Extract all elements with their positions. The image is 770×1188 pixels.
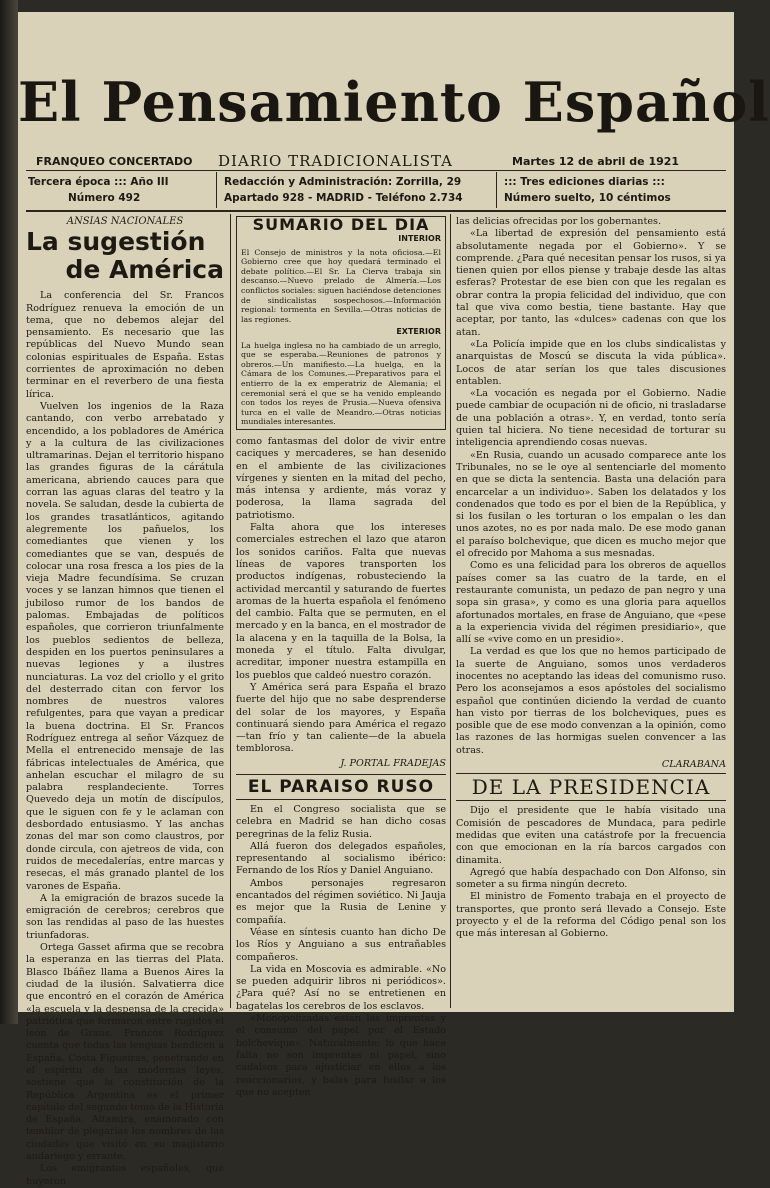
- paragraph: Falta ahora que los intereses comerciales estrechen el lazo que ataron los sonidos cariños. Falta que nuevas líneas de vapores transporten los productos indígenas, robusteciendo la actividad mercantil y saturando de fuertes aromas de la huerta española el fenómeno del cambio. Falta que se permuten, en el mercado y en la banca, en el mostrador de la alacena y en la taquilla de la Bolsa, la moneda y el título. Falta divulgar, acreditar, imponer nuestra estampilla en los pueblos que caldeó nuestro corazón.: [236, 522, 446, 681]
- paragraph: «En Rusia, cuando un acusado comparece ante los Tribunales, no se le oye al sentenciarle del momento en que se dicta la sentencia. Basta una delación para encarcelar a un individuo». Saben los delatados y los condenados que todo es por el bien de la República, y si los fusilan o les torturan o los empalan o les dan unos azotes, no es por nada malo. De ese modo ganan el paraíso bolchevique, que dicen es mucho mejor que el ofrecido por Mahoma a sus mesnadas.: [456, 449, 726, 560]
- article-title-line2: de América: [65, 255, 224, 285]
- byline: CLARABANA: [661, 759, 726, 771]
- issue-number: Número 492: [68, 192, 141, 204]
- column-rule: [450, 214, 451, 1008]
- editions-line: ::: Tres ediciones diarias :::: [504, 176, 665, 188]
- diario-tag: DIARIO TRADICIONALISTA: [218, 152, 453, 170]
- paraiso-title: EL PARAISO RUSO: [247, 777, 435, 797]
- article-kicker: ANSIAS NACIONALES: [66, 216, 184, 227]
- paragraph: como fantasmas del dolor de vivir entre caciques y mercaderes, se han desenido en el ambiente de las civilizaciones vírgenes y sienten en la mitad del pecho, más intensa y ardiente, más voraz y poderosa, la llama sagrada del patriotismo.: [236, 435, 446, 521]
- paragraph: Véase en síntesis cuanto han dicho De los Ríos y Anguiano a sus entrañables compañeros.: [236, 926, 446, 963]
- paragraph: las delicias ofrecidas por los gobernantes.: [456, 216, 661, 227]
- franqueo-tag: FRANQUEO CONCERTADO: [36, 155, 193, 168]
- paragraph: Allá fueron dos delegados españoles, representando al socialismo ibérico: Fernando de los Ríos y Daniel Anguiano.: [236, 840, 446, 877]
- column-3: [456, 216, 726, 1010]
- masthead-title: El Pensamiento Español: [18, 70, 770, 134]
- paragraph: En el Congreso socialista que se celebra en Madrid se han dicho cosas peregrinas de la feliz Rusia.: [236, 804, 446, 840]
- column-rule: [230, 214, 231, 1008]
- interior-label: INTERIOR: [398, 234, 441, 244]
- article-title-line1: La sugestión: [26, 227, 206, 257]
- paragraph: La verdad es que los que no hemos participado de la suerte de Anguiano, somos unos verdaderos inocentes no aceptando las ideas del comunismo ruso. Pero los aconsejamos a esos apóstoles del socialismo español que continúen diciendo la verdad de cuanto han visto por tierras de los bolcheviques, pues es posible que de ese modo convenzan a la opinión, como las razones de las hormigas suelen convencer a las otras.: [456, 646, 726, 756]
- article-la-sugestion: [26, 216, 224, 1187]
- paragraph: Vuelven los ingenios de la Raza cantando, con verbo arrebatado y encendido, a los pobladores de América y a la cultura de las civilizaciones ultramarinas. Dejan el territorio hispano las grandes figuras de la cárátula americana, abriendo cauces para que corran las aguas claras del teatro y la novela. Se saludan, desde la cubierta de los grandes trasatlánticos, agitando alegremente los pañuelos, los comediantes que vienen y los comediantes que se van, después de colocar una rosa fresca a los pies de la vieja Madre fecundísima. Se cruzan voces y se lanzan himnos que tienen el jubiloso rumor de los bandos de palomas. Embajadas de políticos españoles, que corrieron triunfalmente los pueblos sedientos de belleza, despiden en los puertos peninsulares a nuevas legiones y a ilustres nunciaturas. La voz del criollo y el grito del desterrado citan con fervor los nombres de nuestros valores refulgentes, para que vayan a predicar la buena doctrina. El Sr. Francos Rodríguez entrega al señor Vázquez de Mella el entrenecido mensaje de las fábricas intelectuales de América, que anhelan escuchar el milagro de su palabra resplandeciente. Torres Quevedo deja un motín de discípulos, que le siguen con fe y le aclaman con desbordado entusiasmo. Y las anchas zonas del mar son como claustros, por donde circula, con ajetreos de vida, con ruidos de mecedalerías, entre marcas y resecas, el más granado plantel de los varones de España.: [26, 400, 224, 892]
- rule: [26, 170, 726, 171]
- paragraph: «La vocación es negada por el Gobierno. Nadie puede cambiar de ocupación ni de oficio, ni trasladarse de una población a otras». Y, en verdad, tonto sería quien tal hiciera. No tiene necesidad de torturar su inteligencia aprendiendo cosas nuevas.: [456, 388, 726, 449]
- rule: [26, 210, 726, 212]
- paragraph: «La Policía impide que en los clubs sindicalistas y anarquistas de Moscú se discuta la vida pública». Locos de atar serían los que tales discusiones entablen.: [456, 338, 726, 387]
- rule: [496, 172, 497, 208]
- paragraph: La vida en Moscovia es admirable. «No se pueden adquirir libros ni periódicos». ¿Para qué? Así no se entretienen en bagatelas los cerebros de los esclavos.: [236, 963, 446, 1012]
- presidencia-title: DE LA PRESIDENCIA: [471, 775, 711, 800]
- paragraph: Ortega Gasset afirma que se recobra la esperanza en las tierras del Plata. Blasco Ibáñez llama a Buenos Aires la ciudad de la ilusión. Salvatierra dice que encontró en el corazón de América «la escuela y la despensa de la crecida» patriótica que formaron entre rugidos el león de Graus. Francos Rodríguez cuenta que todas las lenguas bendicen a España. Costa Figueiras, penetrando en el espíritu de las modernas leyes, sostiene que la constitución de la República Argentina es el primer capítulo del segundo tomo de la Historia de España. Altamira, enamorado con temblor de plegarias los nombres de las ciudades que visitó en su magisterio andariego y errante.: [26, 942, 224, 1163]
- sumario-box: [236, 216, 446, 430]
- paragraph: «Monopolizadas están las imprentas y el consumo del papel por el Estado bolchevique». Naturalmente; lo que hace falta no son imprentas ni papel, sino cadalsos para ajusticiar en ellos a los reaccionarios, y balas para fusilar a los que no acepten: [236, 1013, 446, 1098]
- column-2: [236, 215, 446, 1098]
- exterior-label: EXTERIOR: [396, 327, 441, 337]
- paragraph: «La libertad de expresión del pensamiento está absolutamente negada por el Gobierno». Y se comprende. ¿Para qué necesitan pensar los rusos, si ya tienen quien por ellos piense y trabaje desde las altas esferas? Protestar de ese bien con que les regalan es obrar contra la propia felicidad del individuo, que con tal que viva como bestia, tiene bastante. Hay que aceptar, por tanto, las «dulces» cadenas con que los atan.: [456, 228, 726, 338]
- sumario-interior: El Consejo de ministros y la nota oficiosa.—El Gobierno cree que hoy quedará terminado el debate político.—El Sr. La Cierva trabaja sin descanso.—Nuevo prelado de Almería.—Los conflictos sociales: siguen haciéndose detenciones de sindicalistas sospechosos.—Información regional: tormenta en Sevilla.—Otras noticias de las regiones.: [241, 247, 442, 324]
- epoch-line: Tercera época ::: Año III: [28, 176, 169, 188]
- paragraph: Ambos personajes regresaron encantados del régimen soviético. Ni Jauja es mejor que la Rusia de Lenine y compañía.: [236, 877, 446, 926]
- issue-date: Martes 12 de abril de 1921: [512, 155, 680, 168]
- section-rule: [456, 773, 726, 801]
- sumario-exterior: La huelga inglesa no ha cambiado de un arreglo, que se esperaba.—Reuniones de patronos y obreros.—Un manifiesto.—La huelga, en la Cámara de los Comunes.—Preparativos para el entierro de la ex emperatriz de Alemania; el ceremonial será el que se ha venido empleando con todos los reyes de Prusia.—Nueva ofensiva turca en el valle de Meandro.—Otras noticias mundiales interesantes.: [241, 340, 441, 427]
- paragraph: Como es una felicidad para los obreros de aquellos países comer sa las cuatro de la tarde, en el restaurante comunista, un pedazo de pan negro y una sopa sin grasa», y como es una gloria para aquellos afortunados mortales, en frase de Anguiano, que «pese a la experiencia vivida del régimen presidiario», que allí se «vive como en un presidio».: [456, 560, 726, 646]
- paragraph: Los emigrantes españoles, que huyeron: [26, 1163, 224, 1187]
- paragraph: Dijo el presidente que le había visitado una Comisión de pescadores de Mundaca, para pedirle medidas que eviten una catástrofe por la frecuencia con que emocionan en la ría barcos cargados con dinamita.: [456, 805, 726, 866]
- paragraph: Y América será para España el brazo fuerte del hijo que no sabe desprenderse del solar de los mayores, y España continuará siendo para América el regazo—tan frío y tan caliente—de la abuela temblorosa.: [236, 681, 446, 755]
- rule: [216, 172, 217, 208]
- address-line-2: Apartado 928 - MADRID - Teléfono 2.734: [224, 192, 463, 204]
- byline: J. PORTAL FRADEJAS: [340, 757, 446, 769]
- paragraph: El ministro de Fomento trabaja en el proyecto de transportes, que pronto será llevado a Consejo. Este proyecto y el de la reforma del Código penal son los que más interesan al Gobierno.: [456, 891, 726, 940]
- price-line: Número suelto, 10 céntimos: [504, 192, 671, 204]
- address-line-1: Redacción y Administración: Zorrilla, 29: [224, 176, 462, 188]
- paragraph: La conferencia del Sr. Francos Rodríguez renueva la emoción de un tema, que no debemos alejar del pensamiento. Es necesario que las repúblicas del Nuevo Mundo sean colonias espirituales de España. Estas corrientes de aproximación no deben terminar en el reverbero de una fiesta lírica.: [26, 290, 224, 400]
- sumario-title: SUMARIO DEL DIA: [252, 215, 430, 234]
- book-spine: [0, 0, 18, 1024]
- paragraph: A la emigración de brazos sucede la emigración de cerebros; cerebros que son las rendidas al paso de las huestes triunfadoras.: [26, 892, 224, 941]
- paragraph: Agregó que había despachado con Don Alfonso, sin someter a su firma ningún decreto.: [456, 866, 726, 891]
- section-rule: [236, 774, 446, 800]
- newspaper-page: [18, 12, 770, 1187]
